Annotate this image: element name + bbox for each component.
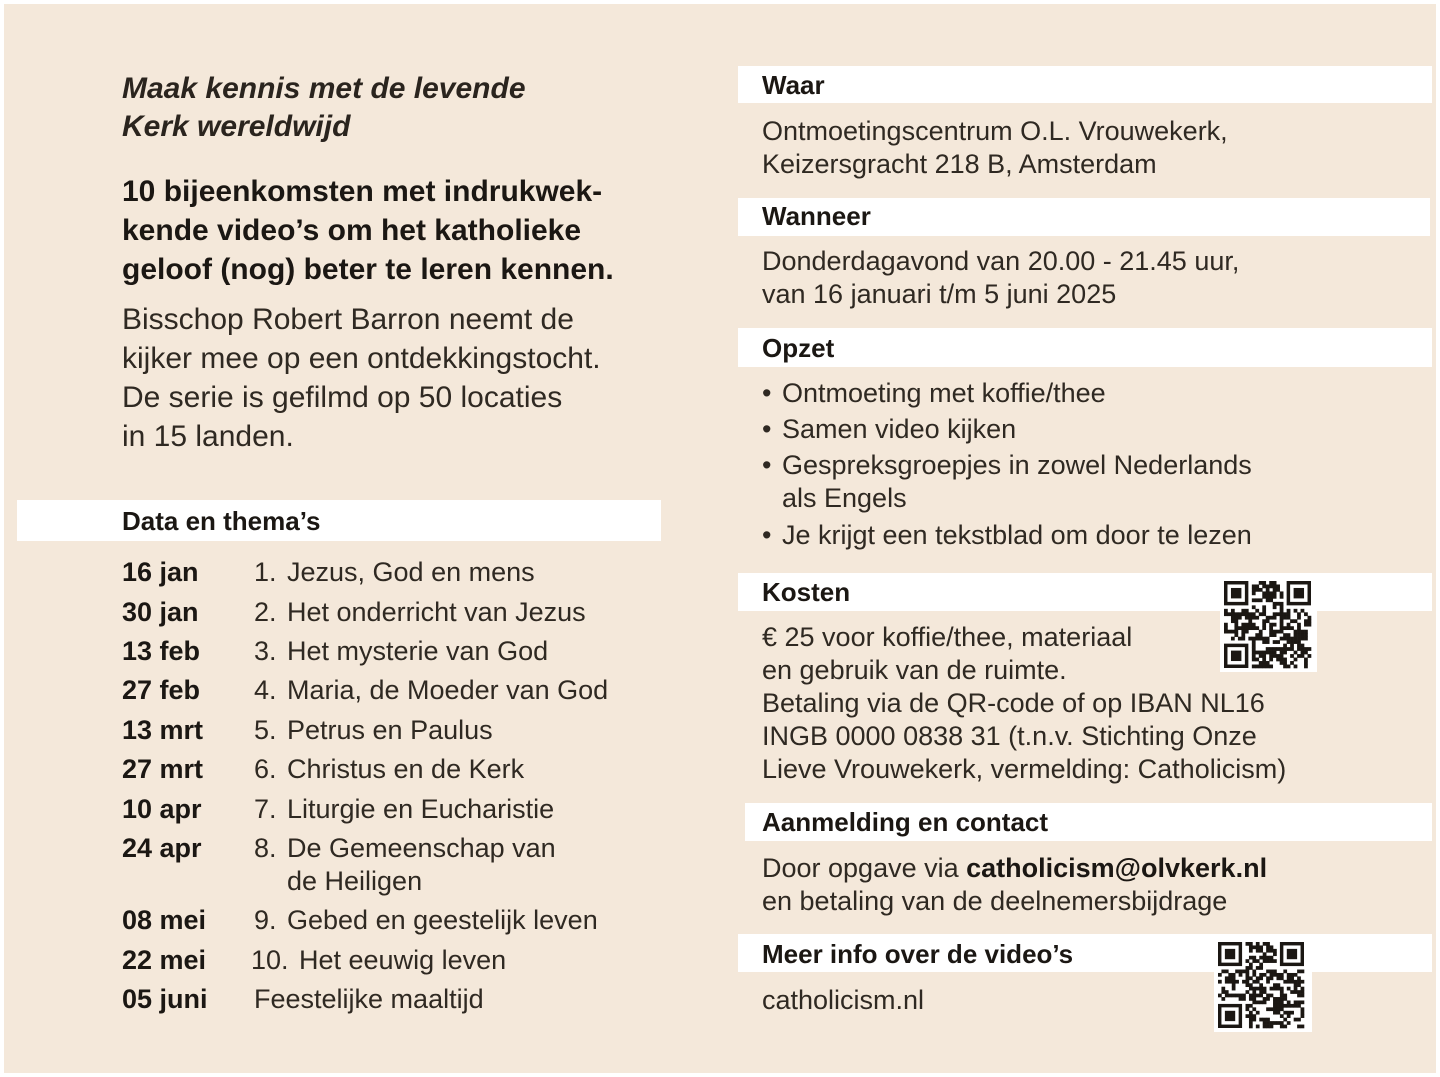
- schedule-theme: Jezus, God en mens: [287, 557, 535, 587]
- intro-body-line: kijker mee op een ontdekkingstocht.: [122, 342, 601, 375]
- kosten-line: € 25 voor koffie/thee, materiaal: [762, 622, 1133, 652]
- qr-code-icon[interactable]: [1220, 577, 1317, 672]
- intro-body-line: Bisschop Robert Barron neemt de: [122, 303, 574, 336]
- schedule-theme: Gebed en geestelijk leven: [287, 905, 598, 935]
- kosten-line: INGB 0000 0838 31 (t.n.v. Stichting Onze: [762, 721, 1257, 751]
- schedule-number: 4.: [254, 675, 277, 705]
- meer-info-heading: Meer info over de video’s: [762, 939, 1074, 969]
- schedule-date: 13 feb: [122, 636, 201, 666]
- contact-email-link[interactable]: catholicism@olvkerk.nl: [966, 853, 1268, 883]
- wanneer-line: Donderdagavond van 20.00 - 21.45 uur,: [762, 246, 1240, 276]
- schedule-number: 6.: [254, 754, 277, 784]
- waar-line: Keizersgracht 218 B, Amsterdam: [762, 149, 1157, 179]
- schedule-heading-band: [17, 500, 661, 541]
- schedule-number: 1.: [254, 557, 277, 587]
- aanmelding-line: [762, 852, 1267, 885]
- schedule-date: 05 juni: [122, 984, 208, 1014]
- schedule-theme: Liturgie en Eucharistie: [287, 794, 555, 824]
- intro-headline-line: 10 bijeenkomsten met indrukwek-: [122, 175, 603, 208]
- bullet-icon: •: [762, 414, 772, 444]
- intro-headline: [122, 172, 702, 289]
- schedule-date: 27 feb: [122, 675, 201, 705]
- bullet-icon: •: [762, 450, 772, 480]
- opzet-item: Je krijgt een tekstblad om door te lezen: [782, 520, 1252, 550]
- intro-tagline-line: Kerk wereldwijd: [122, 110, 351, 143]
- qr-code-icon[interactable]: [1214, 938, 1312, 1032]
- schedule-theme: Het eeuwig leven: [299, 945, 507, 975]
- schedule-date: 27 mrt: [122, 754, 204, 784]
- schedule-theme: Het mysterie van God: [287, 636, 549, 666]
- website-link[interactable]: catholicism.nl: [762, 985, 925, 1015]
- opzet-item-continued: als Engels: [782, 483, 907, 513]
- opzet-item: Samen video kijken: [782, 414, 1017, 444]
- opzet-item: Gespreksgroepjes in zowel Nederlands: [782, 450, 1252, 480]
- aanmelding-heading: Aanmelding en contact: [762, 807, 1049, 837]
- schedule-number: 3.: [254, 636, 277, 666]
- schedule-theme: De Gemeenschap van: [287, 833, 556, 863]
- opzet-heading-band: [738, 328, 1432, 367]
- kosten-line: en gebruik van de ruimte.: [762, 655, 1067, 685]
- intro-body-line: in 15 landen.: [122, 420, 294, 453]
- opzet-heading: Opzet: [762, 333, 835, 363]
- intro-tagline-line: Maak kennis met de levende: [122, 72, 526, 105]
- schedule-number: 5.: [254, 715, 277, 745]
- wanneer-line: van 16 januari t/m 5 juni 2025: [762, 279, 1117, 309]
- schedule-date: 22 mei: [122, 945, 207, 975]
- kosten-line: Betaling via de QR-code of op IBAN NL16: [762, 688, 1265, 718]
- schedule-date: 10 apr: [122, 794, 202, 824]
- waar-line: Ontmoetingscentrum O.L. Vrouwekerk,: [762, 116, 1228, 146]
- schedule-date: 24 apr: [122, 833, 202, 863]
- schedule-theme-continued: de Heiligen: [287, 866, 423, 896]
- waar-heading: Waar: [762, 70, 825, 100]
- kosten-heading: Kosten: [762, 577, 851, 607]
- schedule-date: 16 jan: [122, 557, 199, 587]
- aanmelding-line: en betaling van de deelnemersbijdrage: [762, 886, 1228, 916]
- schedule-number: 10.: [251, 945, 289, 975]
- schedule-date: 08 mei: [122, 905, 207, 935]
- intro-body: [122, 300, 702, 456]
- schedule-number: 8.: [254, 833, 277, 863]
- schedule-heading: Data en thema’s: [122, 506, 321, 536]
- schedule-theme: Christus en de Kerk: [287, 754, 525, 784]
- bullet-icon: •: [762, 520, 772, 550]
- intro-tagline: [122, 70, 682, 146]
- schedule-theme: Feestelijke maaltijd: [254, 984, 484, 1014]
- intro-body-line: De serie is gefilmd op 50 locaties: [122, 381, 563, 414]
- schedule-number: 2.: [254, 597, 277, 627]
- bullet-icon: •: [762, 378, 772, 408]
- schedule-number: 9.: [254, 905, 277, 935]
- intro-headline-line: geloof (nog) beter te leren kennen.: [122, 253, 614, 286]
- intro-headline-line: kende video’s om het katholieke: [122, 214, 582, 247]
- aanmelding-prefix: Door opgave via: [762, 853, 967, 883]
- wanneer-heading: Wanneer: [762, 201, 871, 231]
- schedule-theme: Maria, de Moeder van God: [287, 675, 609, 705]
- schedule-number: 7.: [254, 794, 277, 824]
- kosten-line: Lieve Vrouwekerk, vermelding: Catholicism): [762, 754, 1287, 784]
- schedule-theme: Het onderricht van Jezus: [287, 597, 586, 627]
- waar-heading-band: [738, 66, 1432, 103]
- opzet-item: Ontmoeting met koffie/thee: [782, 378, 1106, 408]
- schedule-theme: Petrus en Paulus: [287, 715, 493, 745]
- schedule-date: 13 mrt: [122, 715, 204, 745]
- schedule-date: 30 jan: [122, 597, 199, 627]
